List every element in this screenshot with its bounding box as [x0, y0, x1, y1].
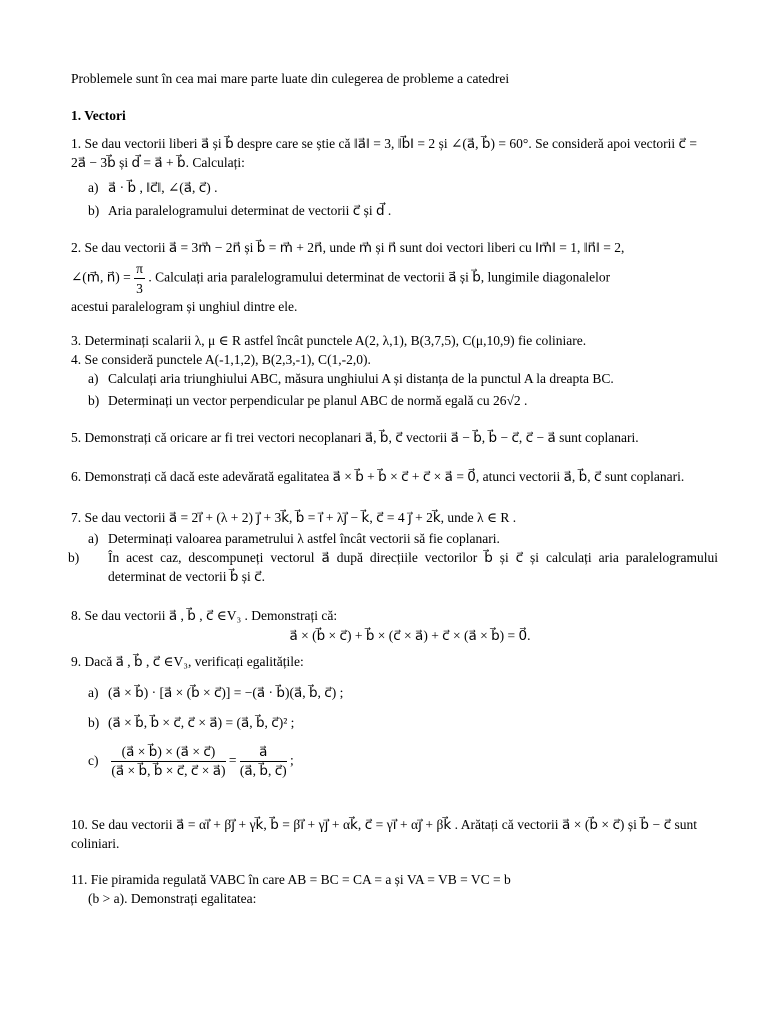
problem-11-line-1: 11. Fie piramida regulată VABC în care AB = BC = CA = a și VA = VB = VC = b [71, 872, 511, 887]
item-text: Aria paralelogramului determinat de vectorii c⃗ și d⃗ . [108, 203, 392, 218]
fraction-denominator: 3 [136, 281, 143, 296]
problem-7-a [88, 529, 698, 548]
item-text: Calculați aria triunghiului ABC, măsura unghiului A și distanța de la punctul A la dreapta BC. [108, 371, 614, 386]
item-label: c) [88, 752, 99, 768]
problem-10: 10. Se dau vectorii a⃗ = αi⃗ + βj⃗ + γk⃗, b⃗ = βi⃗ + γj⃗ + αk⃗, c⃗ = γi⃗ + αj⃗ + βk⃗ . Arătați că vectorii a⃗ × (b⃗ × c⃗) și b⃗ − c⃗ sunt coliniari. [71, 817, 697, 851]
fraction-numerator: (a⃗ × b⃗) × (a⃗ × c⃗) [111, 743, 225, 762]
item-text: (a⃗ × b⃗, b⃗ × c⃗, c⃗ × a⃗) = (a⃗, b⃗, c⃗)² ; [108, 715, 295, 730]
item-text: a⃗ · b⃗ , ‖c⃗‖, ∠(a⃗, c⃗) . [108, 180, 218, 195]
problem-2-rest: . Calculați aria paralelogramului determinat de vectorii a⃗ și b⃗, lungimile diagonalelor [148, 269, 611, 285]
intro-text: Problemele sunt în cea mai mare parte luate din culegerea de probleme a catedrei [71, 71, 510, 86]
angle-expr: ∠(m⃗, n⃗) = [71, 269, 131, 285]
problem-1-b [88, 201, 698, 220]
semicolon: ; [290, 752, 294, 768]
problem-2-line-3: acestui paralelogram și unghiul dintre ele. [71, 299, 298, 314]
item-text: Determinați valoarea parametrului λ astfel încât vectorii să fie coplanari. [108, 531, 500, 546]
fraction-right [240, 743, 287, 780]
pi-over-three [134, 259, 145, 298]
section-title: 1. Vectori [71, 108, 126, 123]
fraction-numerator: a⃗ [240, 743, 287, 762]
item-label: a) [88, 371, 99, 386]
problem-4-a [88, 369, 698, 388]
problem-9-a [88, 683, 698, 702]
fraction-denominator: (a⃗, b⃗, c⃗) [239, 763, 287, 778]
problem-4-b [88, 391, 698, 410]
item-label: a) [88, 685, 99, 700]
problem-7-b [68, 548, 718, 586]
problem-3: 3. Determinați scalarii λ, μ ∈ R astfel încât punctele A(2, λ,1), B(3,7,5), C(μ,10,9) fie coliniare. [71, 333, 587, 348]
fraction-denominator: (a⃗ × b⃗, b⃗ × c⃗, c⃗ × a⃗) [111, 763, 226, 778]
problem-7: 7. Se dau vectorii a⃗ = 2i⃗ + (λ + 2) j⃗ + 3k⃗, b⃗ = i⃗ + λj⃗ − k⃗, c⃗ = 4 j⃗ + 2k⃗, unde λ ∈ R . [71, 510, 517, 525]
problem-8-equation: a⃗ × (b⃗ × c⃗) + b⃗ × (c⃗ × a⃗) + c⃗ × (a⃗ × b⃗) = 0⃗. [289, 628, 531, 643]
fraction-left [111, 743, 225, 780]
item-label: a) [88, 531, 99, 546]
problem-1-a [88, 178, 698, 197]
problem-4: 4. Se consideră punctele A(-1,1,2), B(2,3,-1), C(1,-2,0). [71, 352, 371, 367]
item-label: a) [88, 180, 99, 195]
item-label: b) [68, 550, 80, 565]
problem-1: 1. Se dau vectorii liberi a⃗ și b⃗ despre care se știe că ‖a⃗‖ = 3, ‖b⃗‖ = 2 și ∠(a⃗, b⃗) = 60°. Se consideră apoi vectorii c⃗ = 2a⃗ − 3b⃗ și d⃗ = a⃗ + b⃗. Calculați: [71, 136, 697, 170]
problem-11-line-2: (b > a). Demonstrați egalitatea: [88, 891, 257, 906]
problem-9: 9. Dacă a⃗ , b⃗ , c⃗ ∈V₃, verificați egalitățile: [71, 654, 304, 669]
problem-2-line-1: 2. Se dau vectorii a⃗ = 3m⃗ − 2n⃗ și b⃗ = m⃗ + 2n⃗, unde m⃗ și n⃗ sunt doi vectori liberi cu ‖m⃗‖ = 1, ‖n⃗‖ = 2, [71, 240, 625, 255]
item-text: (a⃗ × b⃗) · [a⃗ × (b⃗ × c⃗)] = −(a⃗ · b⃗)(a⃗, b⃗, c⃗) ; [108, 685, 344, 700]
equals-sign: = [228, 752, 237, 768]
problem-2-line-2 [71, 259, 697, 298]
item-text: Determinați un vector perpendicular pe planul ABC de normă egală cu 26√2 . [108, 393, 528, 408]
fraction-numerator: π [134, 259, 145, 279]
item-label: b) [88, 393, 100, 408]
problem-6: 6. Demonstrați că dacă este adevărată egalitatea a⃗ × b⃗ + b⃗ × c⃗ + c⃗ × a⃗ = 0⃗, atunci vectorii a⃗, b⃗, c⃗ sunt coplanari. [71, 469, 685, 484]
item-label: b) [88, 203, 100, 218]
problem-5: 5. Demonstrați că oricare ar fi trei vectori necoplanari a⃗, b⃗, c⃗ vectorii a⃗ − b⃗, b⃗ − c⃗, c⃗ − a⃗ sunt coplanari. [71, 430, 639, 445]
item-label: b) [88, 715, 100, 730]
problem-9-b [88, 713, 698, 732]
item-text: În acest caz, descompuneți vectorul a⃗ după direcțiile vectorilor b⃗ și c⃗ și calculați aria paralelogramului determinat de vectorii b⃗ și c⃗. [108, 550, 718, 584]
problem-8: 8. Se dau vectorii a⃗ , b⃗ , c⃗ ∈V₃ . Demonstrați că: [71, 608, 338, 623]
problem-9-c [88, 743, 698, 780]
